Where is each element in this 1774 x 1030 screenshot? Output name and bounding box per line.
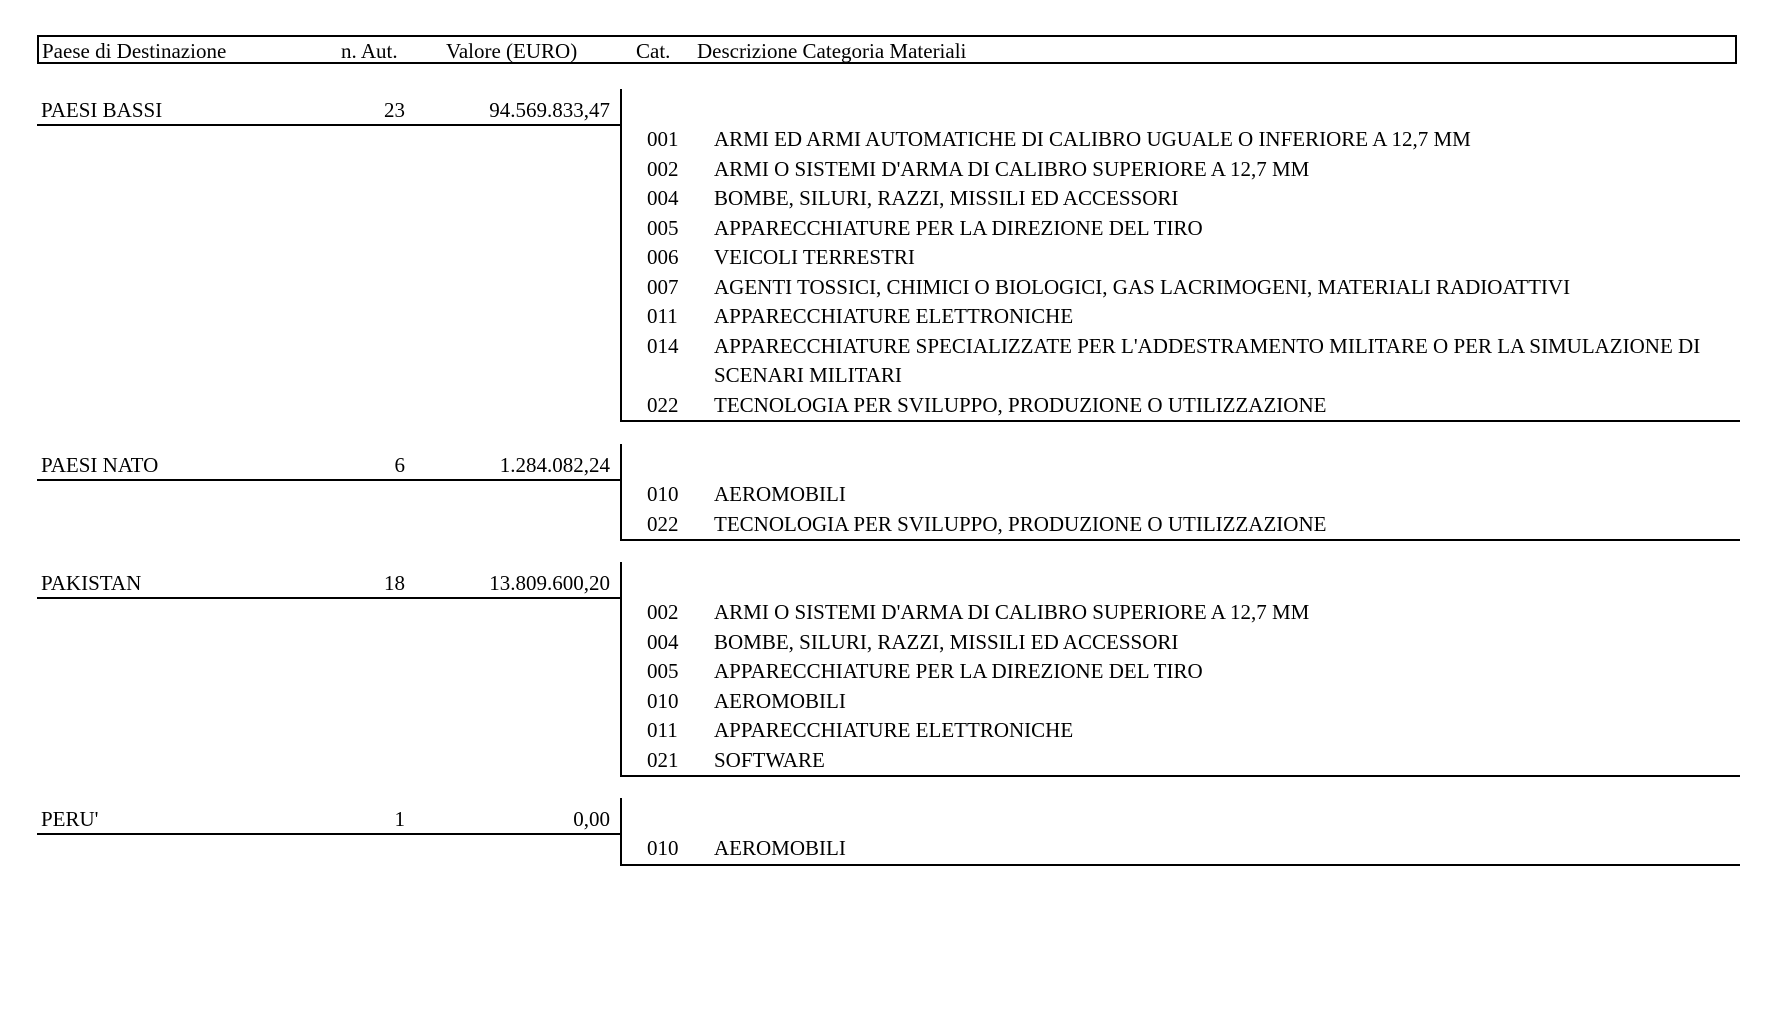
- category-code: 005: [647, 659, 679, 683]
- category-row: [622, 273, 1740, 303]
- category-code: 001: [647, 127, 679, 151]
- country-underline: [37, 479, 620, 481]
- category-row: [622, 302, 1740, 332]
- category-code: 007: [647, 274, 679, 299]
- category-row: [622, 834, 1740, 864]
- country-valore: 13.809.600,20: [489, 571, 610, 595]
- category-code: 002: [647, 600, 679, 624]
- category-row: [622, 628, 1740, 658]
- country-name: PAESI BASSI: [41, 98, 163, 122]
- category-description: TECNOLOGIA PER SVILUPPO, PRODUZIONE O UTILIZZAZIONE: [714, 511, 1327, 536]
- category-description: AEROMOBILI: [714, 836, 846, 860]
- category-code: 006: [647, 245, 679, 269]
- category-list: [622, 125, 1740, 420]
- category-description: APPARECCHIATURE ELETTRONICHE: [714, 304, 1074, 328]
- category-box: [620, 89, 1740, 422]
- country-name: PERU': [41, 807, 99, 831]
- category-description: BOMBE, SILURI, RAZZI, MISSILI ED ACCESSORI: [714, 186, 1179, 210]
- category-description: TECNOLOGIA PER SVILUPPO, PRODUZIONE O UTILIZZAZIONE: [714, 392, 1327, 417]
- header-n-aut: n. Aut.: [341, 39, 398, 63]
- category-box: [620, 444, 1740, 541]
- category-description: APPARECCHIATURE PER LA DIREZIONE DEL TIRO: [714, 659, 1203, 683]
- category-row: [622, 155, 1740, 185]
- category-description: APPARECCHIATURE PER LA DIREZIONE DEL TIRO: [714, 215, 1203, 240]
- table-header: [37, 35, 1737, 64]
- category-row: [622, 125, 1740, 155]
- category-row: [622, 480, 1740, 510]
- country-name: PAKISTAN: [41, 571, 142, 595]
- category-row: [622, 391, 1740, 421]
- category-description: ARMI O SISTEMI D'ARMA DI CALIBRO SUPERIORE A 12,7 MM: [714, 156, 1310, 181]
- category-list: [622, 480, 1740, 539]
- category-code: 004: [647, 186, 679, 210]
- category-code: 005: [647, 215, 679, 240]
- category-code: 022: [647, 511, 679, 536]
- country-n-aut: 18: [384, 571, 405, 595]
- category-row: [622, 687, 1740, 717]
- category-description: BOMBE, SILURI, RAZZI, MISSILI ED ACCESSORI: [714, 629, 1179, 654]
- category-row: [622, 746, 1740, 776]
- country-underline: [37, 597, 620, 599]
- category-list: [622, 598, 1740, 775]
- category-row: [622, 332, 1740, 391]
- country-name: PAESI NATO: [41, 453, 159, 477]
- category-code: 002: [647, 156, 679, 181]
- category-description: ARMI O SISTEMI D'ARMA DI CALIBRO SUPERIORE A 12,7 MM: [714, 600, 1310, 624]
- country-n-aut: 23: [384, 98, 405, 122]
- category-description: AEROMOBILI: [714, 688, 846, 713]
- header-descrizione: Descrizione Categoria Materiali: [697, 39, 967, 63]
- country-underline: [37, 833, 620, 835]
- country-valore: 94.569.833,47: [489, 98, 610, 122]
- category-description: VEICOLI TERRESTRI: [714, 245, 915, 269]
- category-code: 014: [647, 333, 679, 358]
- category-row: [622, 716, 1740, 746]
- category-code: 011: [647, 304, 678, 328]
- header-valore: Valore (EURO): [446, 39, 578, 63]
- country-n-aut: 1: [394, 807, 405, 831]
- category-row: [622, 598, 1740, 628]
- category-list: [622, 834, 1740, 864]
- category-code: 004: [647, 629, 679, 654]
- category-row: [622, 243, 1740, 273]
- category-description: SOFTWARE: [714, 747, 825, 772]
- category-code: 010: [647, 836, 679, 860]
- header-paese: Paese di Destinazione: [42, 39, 227, 63]
- category-row: [622, 184, 1740, 214]
- category-description: ARMI ED ARMI AUTOMATICHE DI CALIBRO UGUALE O INFERIORE A 12,7 MM: [714, 127, 1471, 151]
- category-box: [620, 798, 1740, 866]
- country-n-aut: 6: [394, 453, 405, 477]
- category-description: AGENTI TOSSICI, CHIMICI O BIOLOGICI, GAS LACRIMOGENI, MATERIALI RADIOATTIVI: [714, 274, 1571, 299]
- category-code: 021: [647, 747, 679, 772]
- country-valore: 0,00: [573, 807, 610, 831]
- header-cat: Cat.: [636, 39, 671, 63]
- category-row: [622, 214, 1740, 244]
- category-code: 010: [647, 688, 679, 713]
- category-row: [622, 510, 1740, 540]
- category-code: 022: [647, 392, 679, 417]
- category-code: 010: [647, 482, 679, 506]
- category-row: [622, 657, 1740, 687]
- country-underline: [37, 124, 620, 126]
- category-description: APPARECCHIATURE SPECIALIZZATE PER L'ADDESTRAMENTO MILITARE O PER LA SIMULAZIONE DI SCENARI MILITARI: [714, 333, 1701, 387]
- category-code: 011: [647, 718, 678, 742]
- category-description: AEROMOBILI: [714, 482, 846, 506]
- country-valore: 1.284.082,24: [499, 453, 610, 477]
- category-box: [620, 562, 1740, 777]
- category-description: APPARECCHIATURE ELETTRONICHE: [714, 718, 1074, 742]
